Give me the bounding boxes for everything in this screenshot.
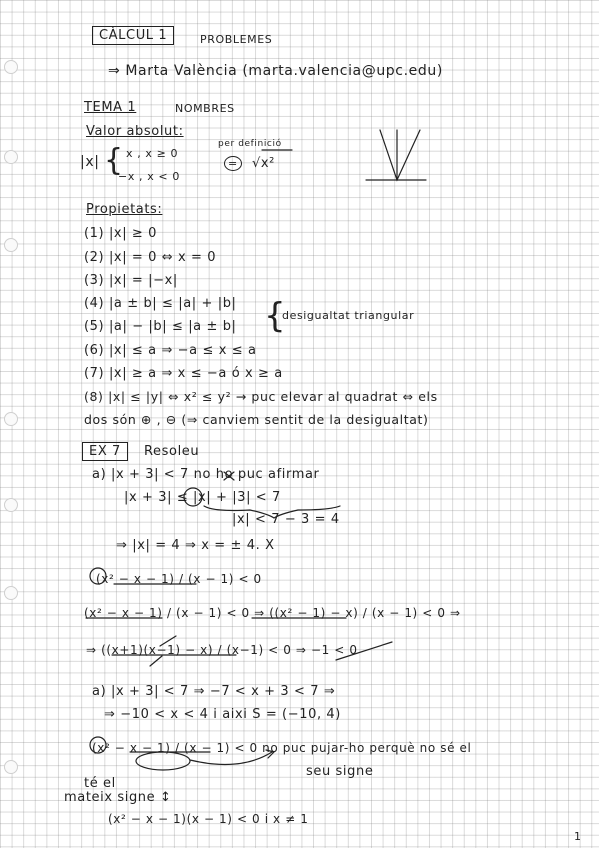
abs-case-negative: −x , x < 0	[118, 170, 180, 183]
definition-side-note: per definició	[218, 139, 282, 149]
exercise-line: |x| < 7 − 3 = 4	[232, 512, 340, 527]
page-heading: PROBLEMES	[200, 33, 273, 46]
exercise-line: (x² − x − 1) / (x − 1) < 0 ⇒ ((x² − 1) − x) / (x − 1) < 0 ⇒	[84, 606, 461, 620]
circled-item-label	[90, 568, 106, 584]
property-item: (5) |a| − |b| ≤ |a ± b|	[84, 319, 237, 334]
course-title-box: CÀLCUL 1	[92, 26, 174, 45]
sqrt-expression: √x²	[252, 156, 275, 171]
exercise-line: (x² − x − 1)(x − 1) < 0 i x ≠ 1	[108, 812, 309, 826]
equals-circled: =	[224, 156, 242, 171]
property-item: (1) |x| ≥ 0	[84, 226, 158, 241]
tema-name: NOMBRES	[175, 102, 235, 115]
cancel-stroke	[336, 642, 392, 660]
property-item: (2) |x| = 0 ⇔ x = 0	[84, 250, 217, 265]
exercise-line: té el	[84, 776, 116, 791]
circled-denominator	[136, 752, 190, 770]
tema-label: TEMA 1	[84, 100, 137, 115]
exercise-line: (x² − x − 1) / (x − 1) < 0 no puc pujar-ho perquè no sé el	[92, 741, 472, 755]
circled-leq	[184, 488, 202, 506]
exercise-line: ⇒ ((x+1)(x−1) − x) / (x−1) < 0 ⇒ −1 < 0	[86, 643, 358, 657]
exercise-line: ⇒ −10 < x < 4 i aixi S = (−10, 4)	[104, 707, 341, 722]
property-item: (4) |a ± b| ≤ |a| + |b|	[84, 296, 237, 311]
property-item: (8) |x| ≤ |y| ⇔ x² ≤ y² → puc elevar al quadrat ⇔ els	[84, 389, 438, 404]
property-item: dos són ⊕ , ⊖ (⇒ canviem sentit de la desigualtat)	[84, 412, 429, 427]
exercise-label: Resoleu	[144, 444, 200, 459]
abs-case-positive: x , x ≥ 0	[126, 147, 179, 160]
underbrace	[204, 506, 340, 518]
property-item: (6) |x| ≤ a ⇒ −a ≤ x ≤ a	[84, 343, 257, 358]
exercise-line: ⇒ |x| = 4 ⇒ x = ± 4. X	[116, 538, 275, 553]
author-line: ⇒ Marta València (marta.valencia@upc.edu)	[108, 63, 443, 79]
arrow-head	[266, 750, 274, 758]
propietats-heading: Propietats:	[86, 202, 163, 217]
property-item: (3) |x| = |−x|	[84, 273, 178, 288]
abs-graph-v	[380, 130, 420, 180]
cancel-stroke	[150, 636, 176, 666]
page-number: 1	[574, 830, 582, 843]
triangular-brace: {	[264, 296, 287, 336]
cross-mark	[224, 472, 234, 480]
exercise-line: (x² − x − 1) / (x − 1) < 0	[96, 572, 262, 586]
exercise-line: a) |x + 3| < 7 no ho puc afirmar	[92, 467, 320, 482]
triangular-note: desigualtat triangular	[282, 309, 415, 322]
circled-item-label	[90, 737, 106, 753]
exercise-line: a) |x + 3| < 7 ⇒ −7 < x + 3 < 7 ⇒	[92, 684, 336, 699]
exercise-line: mateix signe ↕	[64, 790, 172, 805]
exercise-box: EX 7	[82, 442, 128, 461]
arrow-curve	[190, 752, 272, 765]
case-brace: {	[104, 143, 124, 178]
abs-definition-lhs: |x|	[80, 154, 100, 170]
exercise-line: seu signe	[306, 764, 374, 779]
property-item: (7) |x| ≥ a ⇒ x ≤ −a ó x ≥ a	[84, 366, 283, 381]
exercise-line: |x + 3| ≤ |x| + |3| < 7	[124, 490, 281, 505]
valor-absolut-heading: Valor absolut:	[86, 124, 184, 139]
